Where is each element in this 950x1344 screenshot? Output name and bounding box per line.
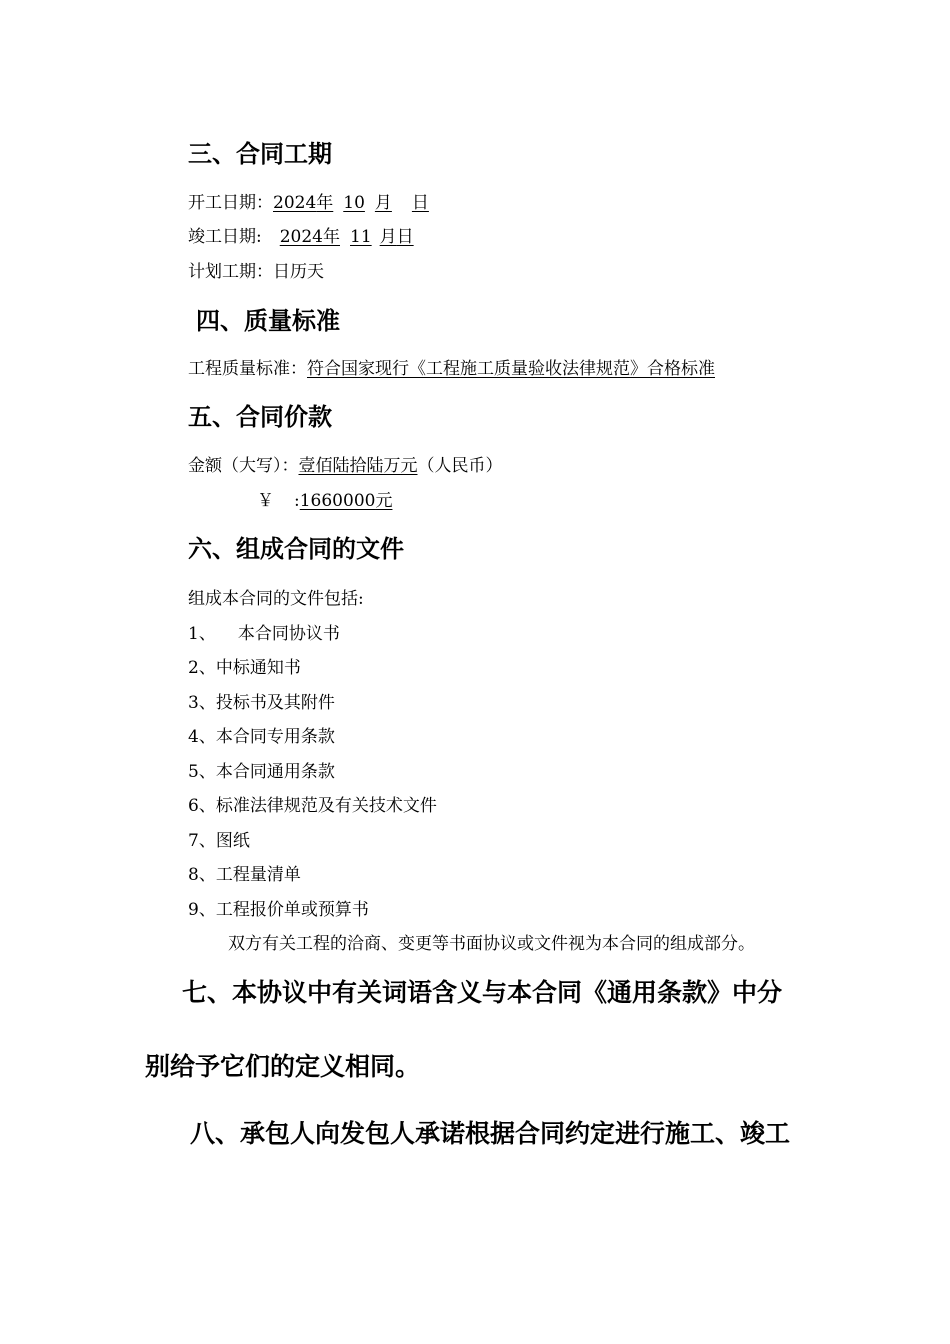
- amount-words-value: 壹佰陆拾陆万元: [298, 456, 418, 476]
- document-item: 4、本合同专用条款: [188, 727, 335, 747]
- quality-standard-value: 符合国家现行《工程施工质量验收法律规范》合格标准: [307, 359, 715, 379]
- planned-duration-line: [188, 257, 324, 282]
- yen-symbol: ￥: [257, 491, 274, 511]
- documents-intro: 组成本合同的文件包括:: [188, 589, 364, 609]
- start-date-line: [188, 188, 439, 213]
- end-date-label: 竣工日期:: [188, 227, 262, 247]
- section-heading-commitment: 八、承包人向发包人承诺根据合同约定进行施工、竣工: [190, 1119, 791, 1148]
- document-item: 7、图纸: [188, 831, 250, 851]
- planned-duration-label: 计划工期：: [188, 262, 273, 282]
- section-heading-schedule: 三、合同工期: [188, 140, 332, 168]
- currency-note: （人民币）: [417, 456, 503, 476]
- section-heading-definitions-line2: 别给予它们的定义相同。: [145, 1052, 421, 1081]
- document-item: 1、 本合同协议书: [188, 624, 340, 644]
- end-date-value: 2024年 11 月日: [279, 227, 414, 247]
- amount-number-value: 1660000元: [299, 491, 393, 511]
- planned-duration-value: 日历天: [273, 262, 324, 282]
- quality-standard-line: [188, 354, 715, 379]
- document-item: 3、投标书及其附件: [188, 693, 335, 713]
- amount-words-line: [188, 451, 503, 476]
- amount-number-line: ￥ :1660000元: [257, 491, 393, 511]
- document-item: 6、标准法律规范及有关技术文件: [188, 796, 437, 816]
- start-date-value: 2024年 10 月 日: [273, 193, 429, 213]
- document-item: 9、工程报价单或预算书: [188, 900, 369, 920]
- quality-standard-label: 工程质量标准：: [188, 359, 307, 379]
- document-item: 8、工程量清单: [188, 865, 301, 885]
- document-item: 5、本合同通用条款: [188, 762, 335, 782]
- document-item: 2、中标通知书: [188, 658, 301, 678]
- section-heading-definitions-line1: 七、本协议中有关词语含义与本合同《通用条款》中分: [182, 978, 783, 1007]
- start-date-label: 开工日期：: [188, 193, 273, 213]
- section-heading-quality: 四、质量标准: [196, 307, 340, 335]
- section-heading-price: 五、合同价款: [188, 403, 332, 431]
- section-heading-documents: 六、组成合同的文件: [188, 535, 404, 563]
- end-date-line: [188, 222, 432, 247]
- documents-closing: 双方有关工程的洽商、变更等书面协议或文件视为本合同的组成部分。: [228, 934, 755, 954]
- amount-words-label: 金额（大写）：: [188, 456, 299, 476]
